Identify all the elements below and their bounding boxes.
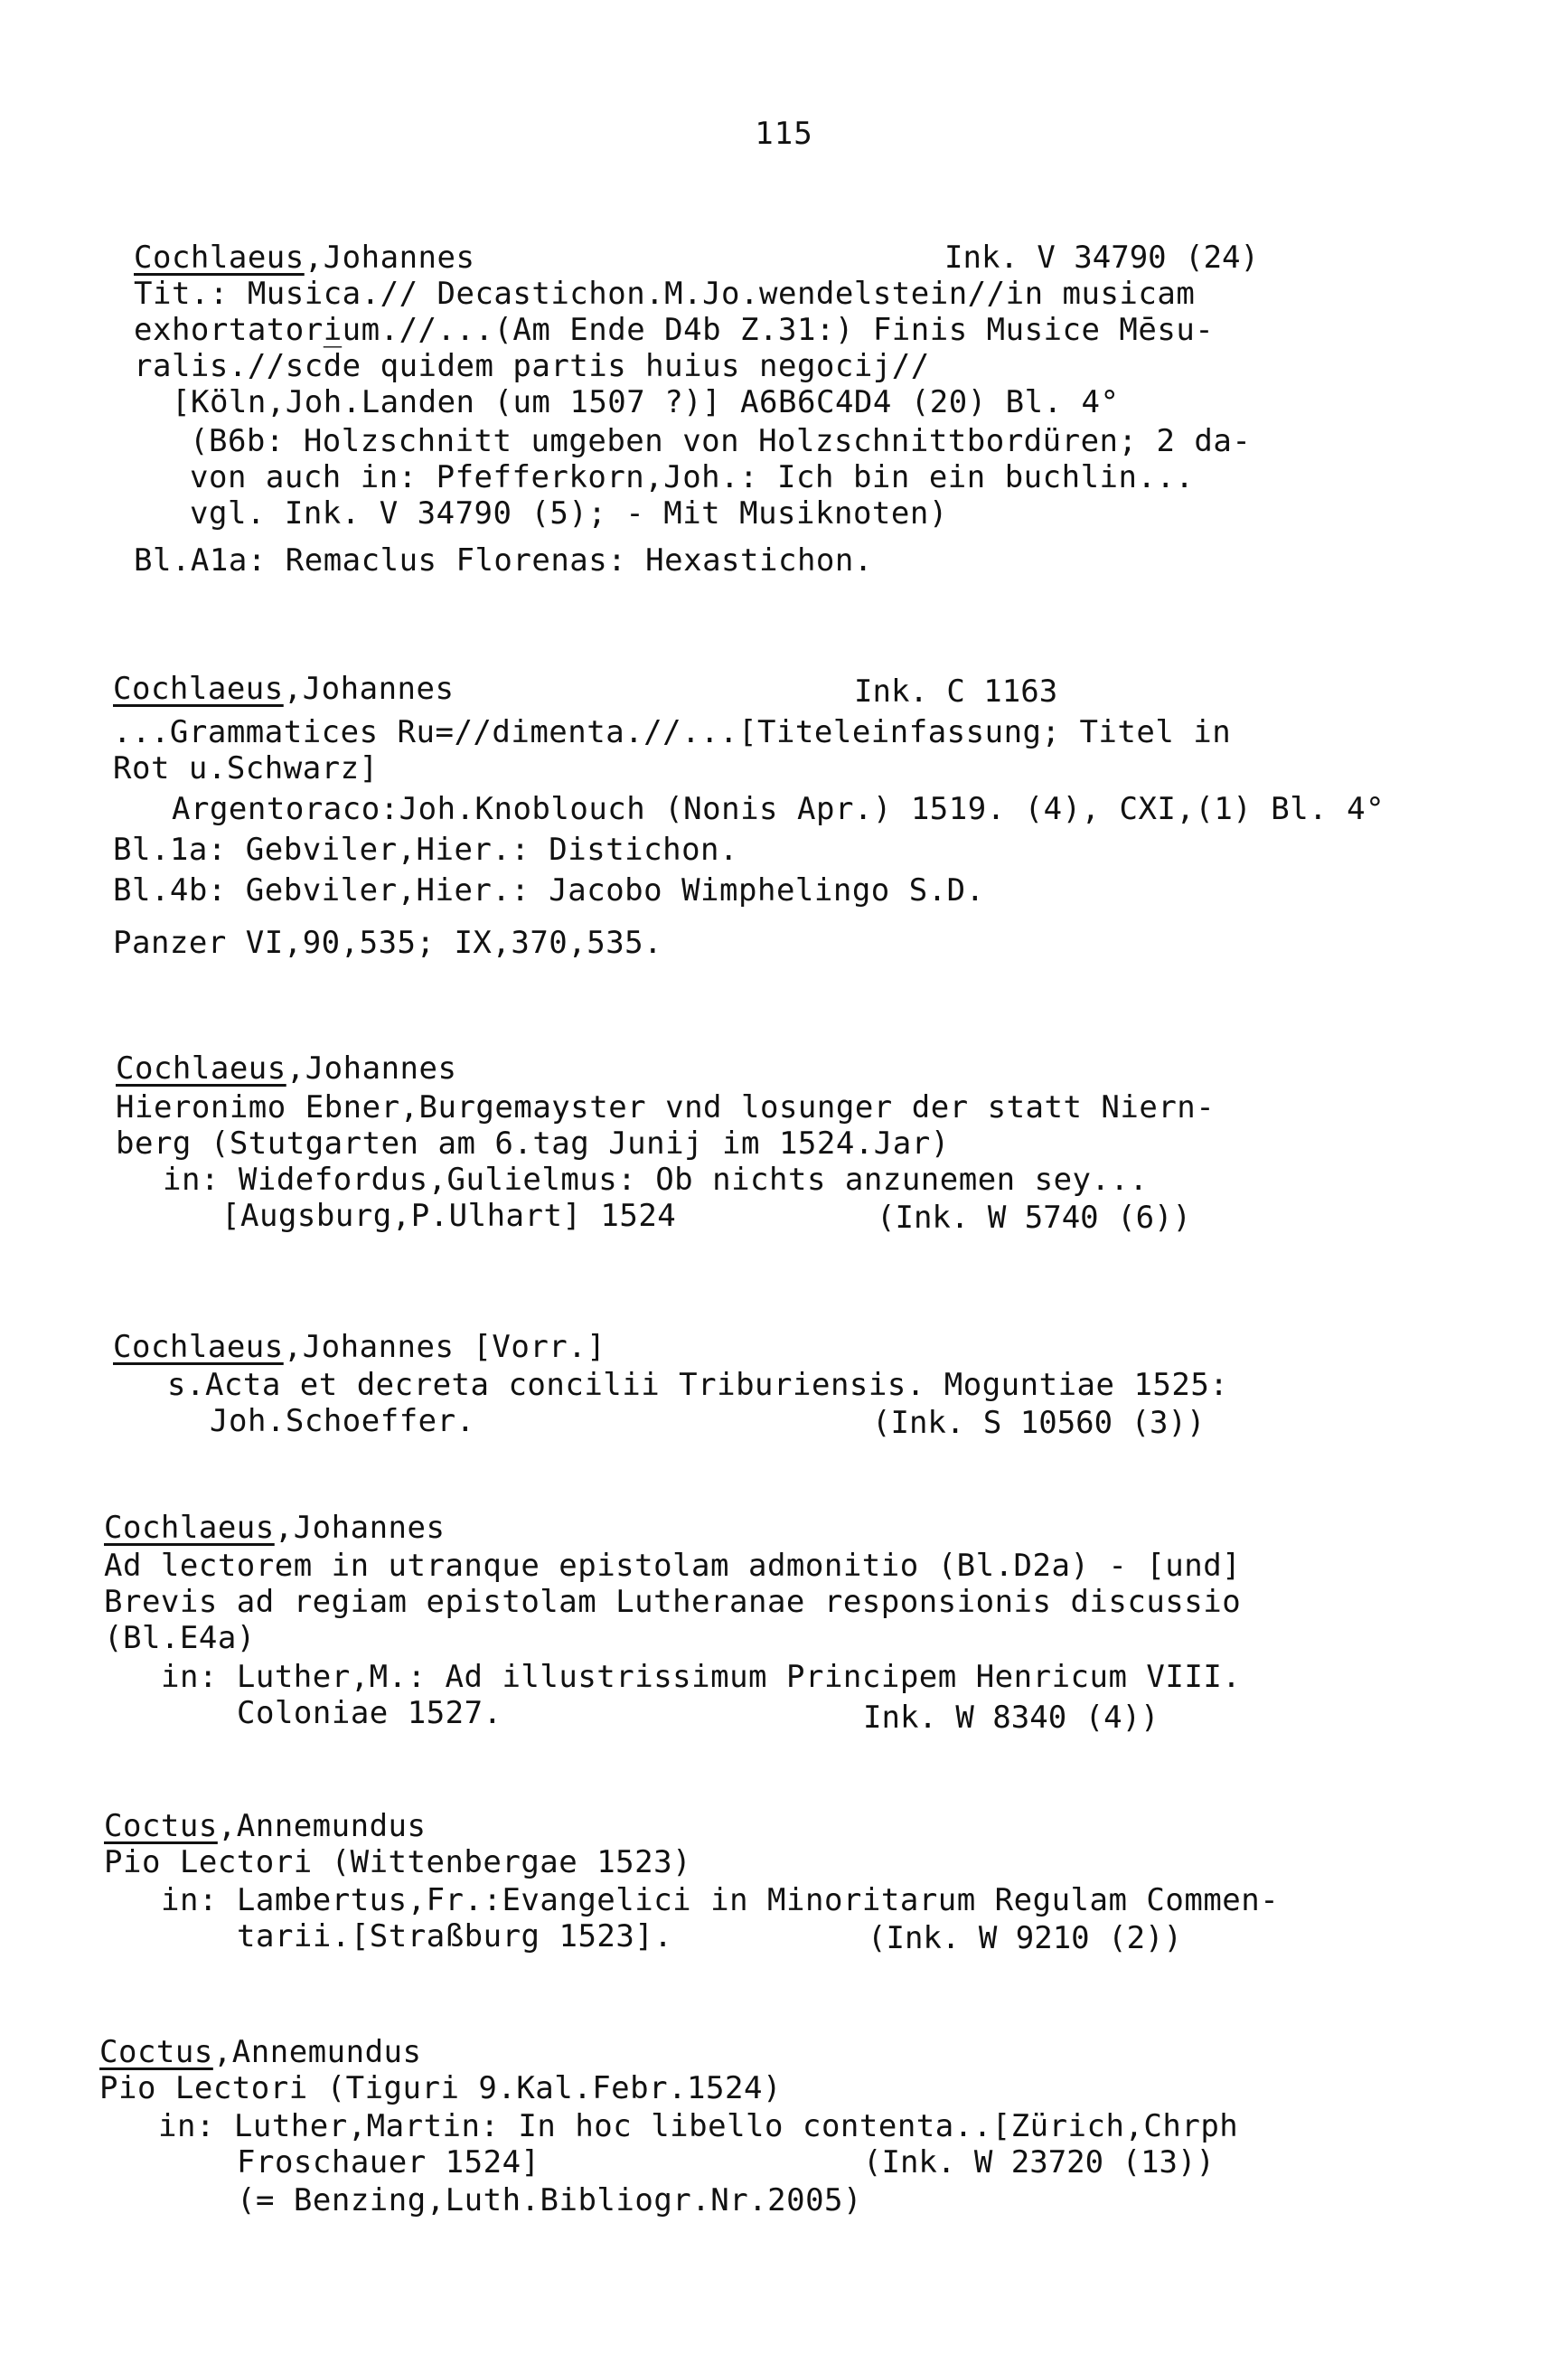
entry-line: ralis.//scd̅e quidem partis huius negocij// xyxy=(134,348,930,384)
entry-line: in: Lambertus,Fr.:Evangelici in Minoritarum Regulam Commen- xyxy=(161,1882,1280,1918)
entry-line: Panzer VI,90,535; IX,370,535. xyxy=(113,925,663,961)
shelfmark: (Ink. W 23720 (13)) xyxy=(863,2144,1215,2180)
entry-line: exhortatorium.//...(Am Ende D4b Z.31:) Finis Musice Mēsu- xyxy=(134,312,1215,348)
entry-line: in: Luther,M.: Ad illustrissimum Principem Henricum VIII. xyxy=(161,1659,1242,1695)
page-number: 115 xyxy=(755,116,813,152)
entry-line: (B6b: Holzschnitt umgeben von Holzschnittbordüren; 2 da- xyxy=(190,423,1252,459)
entry-line: Joh.Schoeffer. xyxy=(210,1403,475,1439)
entry-line: in: Widefordus,Gulielmus: Ob nichts anzunemen sey... xyxy=(163,1162,1149,1198)
author-suffix: ,Johannes xyxy=(283,671,455,707)
author-name: Cochlaeus xyxy=(116,1050,286,1087)
entry-heading xyxy=(113,671,454,707)
author-name: Cochlaeus xyxy=(104,1510,275,1546)
entry-heading xyxy=(113,1329,606,1365)
author-name: Cochlaeus xyxy=(134,240,305,276)
author-suffix: ,Johannes xyxy=(304,240,475,276)
author-name: Cochlaeus xyxy=(113,1329,284,1365)
entry-line: Bl.1a: Gebviler,Hier.: Distichon. xyxy=(113,832,739,868)
entry-line: vgl. Ink. V 34790 (5); - Mit Musiknoten) xyxy=(190,495,948,532)
author-suffix: ,Annemundus xyxy=(212,2034,422,2070)
entry-line: Argentoraco:Joh.Knoblouch (Nonis Apr.) 1519. (4), CXI,(1) Bl. 4° xyxy=(172,791,1385,827)
entry-line: (Bl.E4a) xyxy=(104,1620,256,1656)
entry-line: [Köln,Joh.Landen (um 1507 ?)] A6B6C4D4 (20) Bl. 4° xyxy=(172,384,1120,420)
entry-line: Coloniae 1527. xyxy=(237,1695,502,1731)
entry-line: Ad lectorem in utranque epistolam admonitio (Bl.D2a) - [und] xyxy=(104,1548,1242,1584)
entry-heading xyxy=(99,2034,422,2070)
entry-line: Bl.A1a: Remaclus Florenas: Hexastichon. xyxy=(134,542,873,579)
entry-line: Pio Lectori (Wittenbergae 1523) xyxy=(104,1844,692,1880)
entry-line: Rot u.Schwarz] xyxy=(113,750,379,786)
entry-heading xyxy=(104,1510,445,1546)
entry-line: [Augsburg,P.Ulhart] 1524 xyxy=(221,1198,677,1234)
entry-line: in: Luther,Martin: In hoc libello contenta..[Zürich,Chrph xyxy=(158,2108,1239,2144)
shelfmark: Ink. V 34790 (24) xyxy=(944,240,1259,276)
entry-line: Tit.: Musica.// Decastichon.M.Jo.wendelstein//in musicam xyxy=(134,276,1196,312)
author-suffix: ,Johannes xyxy=(274,1510,446,1546)
entry-line: ...Grammatices Ru=//dimenta.//...[Titeleinfassung; Titel in xyxy=(113,714,1232,750)
author-name: Coctus xyxy=(104,1808,218,1844)
author-name: Coctus xyxy=(99,2034,213,2070)
entry-line: von auch in: Pfefferkorn,Joh.: Ich bin ein buchlin... xyxy=(190,459,1195,495)
shelfmark: (Ink. W 9210 (2)) xyxy=(868,1920,1182,1956)
entry-line: tarii.[Straßburg 1523]. xyxy=(237,1918,673,1954)
author-name: Cochlaeus xyxy=(113,671,284,707)
entry-line: berg (Stutgarten am 6.tag Junij im 1524.Jar) xyxy=(116,1125,950,1162)
shelfmark: (Ink. S 10560 (3)) xyxy=(872,1405,1206,1441)
shelfmark: (Ink. W 5740 (6)) xyxy=(877,1200,1191,1236)
author-suffix: ,Johannes xyxy=(286,1050,457,1087)
author-suffix: ,Annemundus xyxy=(217,1808,427,1844)
entry-line: Bl.4b: Gebviler,Hier.: Jacobo Wimphelingo S.D. xyxy=(113,872,985,909)
entry-line: (= Benzing,Luth.Bibliogr.Nr.2005) xyxy=(237,2182,863,2218)
shelfmark: Ink. C 1163 xyxy=(854,673,1058,710)
author-suffix: ,Johannes [Vorr.] xyxy=(283,1329,606,1365)
entry-heading xyxy=(104,1808,427,1844)
entry-line: Hieronimo Ebner,Burgemayster vnd losunger der statt Niern- xyxy=(116,1089,1216,1125)
entry-heading xyxy=(116,1050,456,1087)
entry-line: Brevis ad regiam epistolam Lutheranae responsionis discussio xyxy=(104,1584,1242,1620)
entry-heading xyxy=(134,240,474,276)
shelfmark: Ink. W 8340 (4)) xyxy=(863,1700,1160,1736)
entry-line: s.Acta et decreta concilii Triburiensis. Moguntiae 1525: xyxy=(167,1367,1229,1403)
entry-line: Froschauer 1524] xyxy=(237,2144,540,2180)
entry-line: Pio Lectori (Tiguri 9.Kal.Febr.1524) xyxy=(99,2070,782,2106)
